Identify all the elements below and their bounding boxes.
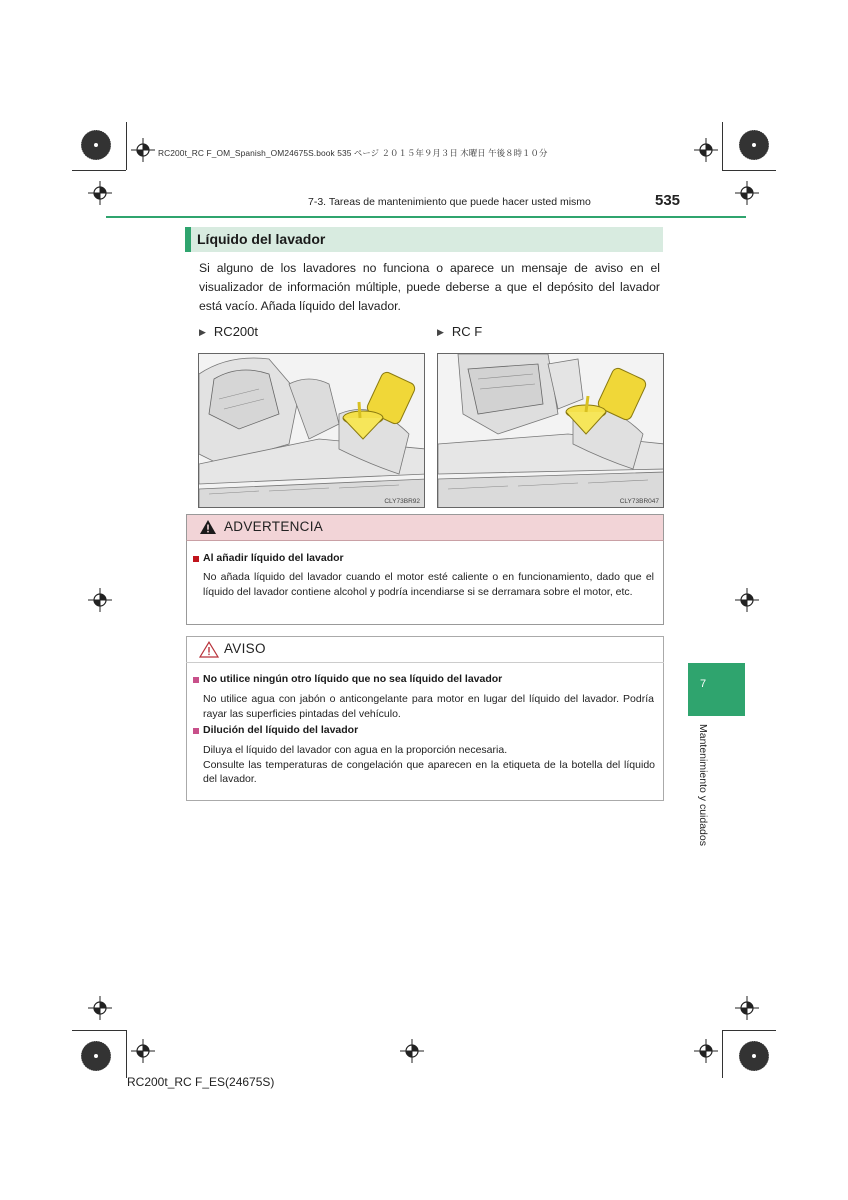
registration-target-icon [131,138,155,162]
starburst-mark-icon [738,129,770,161]
warning-bullet-icon [193,556,199,562]
registration-target-icon [88,588,112,612]
starburst-mark-icon [738,1040,770,1072]
figure-label-text: RC F [451,324,483,339]
notice-divider [186,662,664,663]
notice-bullet-icon [193,728,199,734]
registration-target-icon [88,996,112,1020]
warning-item-body: No añada líquido del lavador cuando el motor esté caliente o en funcionamiento, dado que el líquido del lavador contiene alcohol y podría incendiarse si se derramara sobre el motor, etc. [203,571,654,598]
trim-line [72,1030,126,1031]
trim-line [722,122,723,170]
registration-target-icon [131,1039,155,1063]
starburst-mark-icon [80,129,112,161]
trim-line [722,1030,776,1031]
figure-label-rc200t [199,324,258,339]
engine-bay-illustration-rcf [437,353,664,508]
warning-item-title: Al añadir líquido del lavador [203,552,344,564]
triangle-right-icon: ▶ [437,327,444,337]
warning-title: ADVERTENCIA [224,519,324,534]
chapter-number: 7 [700,678,707,690]
engine-bay-drawing [199,354,425,508]
notice-item-body: No utilice agua con jabón o anticongelante para motor en lugar del líquido del lavador. Podría rayar las superficies pintadas del vehículo. [203,693,654,720]
chapter-tab [688,663,745,716]
registration-target-icon [735,996,759,1020]
trim-line [722,170,776,171]
header-rule [106,216,746,218]
notice-item-title: No utilice ningún otro líquido que no sea líquido del lavador [203,673,503,685]
registration-target-icon [694,138,718,162]
warning-triangle-icon [199,519,217,535]
trim-line [126,122,127,170]
registration-target-icon [400,1039,424,1063]
registration-target-icon [735,181,759,205]
section-title: Líquido del lavador [197,231,326,247]
notice-item-title: Dilución del líquido del lavador [203,724,359,736]
running-header-section: 7-3. Tareas de mantenimiento que puede hacer usted mismo [308,196,591,208]
engine-bay-drawing [438,354,664,508]
registration-target-icon [694,1039,718,1063]
trim-line [722,1030,723,1078]
notice-title: AVISO [224,641,266,656]
registration-target-icon [735,588,759,612]
figure-label-rcf [437,324,482,339]
chapter-title: Mantenimiento y cuidados [697,724,709,846]
registration-target-icon [88,181,112,205]
figure-code: CLY73BR92 [384,498,420,505]
caution-triangle-icon [199,641,219,658]
notice-item-body [203,743,655,787]
footer-code: RC200t_RC F_ES(24675S) [127,1075,275,1089]
notice-bullet-icon [193,677,199,683]
chapter-side-title [697,724,711,864]
triangle-right-icon: ▶ [199,327,206,337]
trim-line [126,1030,127,1078]
figure-code: CLY73BR047 [619,498,659,505]
trim-line [72,170,126,171]
notice-item-body-line: Diluya el líquido del lavador con agua en la proporción necesaria. [203,744,508,756]
figure-label-text: RC200t [213,324,258,339]
starburst-mark-icon [80,1040,112,1072]
intro-paragraph: Si alguno de los lavadores no funciona o aparece un mensaje de aviso en el visualizador de información múltiple, puede deberse a que el depósito del lavador está vacío. Añada líquido del lavador. [199,261,660,313]
notice-item-body-line: Consulte las temperaturas de congelación que aparecen en la etiqueta de la botella del líquido del lavador. [203,758,655,785]
print-header: RC200t_RC F_OM_Spanish_OM24675S.book 535 ページ ２０１５年９月３日 木曜日 午後８時１０分 [158,148,548,158]
engine-bay-illustration-rc200t [198,353,425,508]
page-number: 535 [655,192,681,209]
